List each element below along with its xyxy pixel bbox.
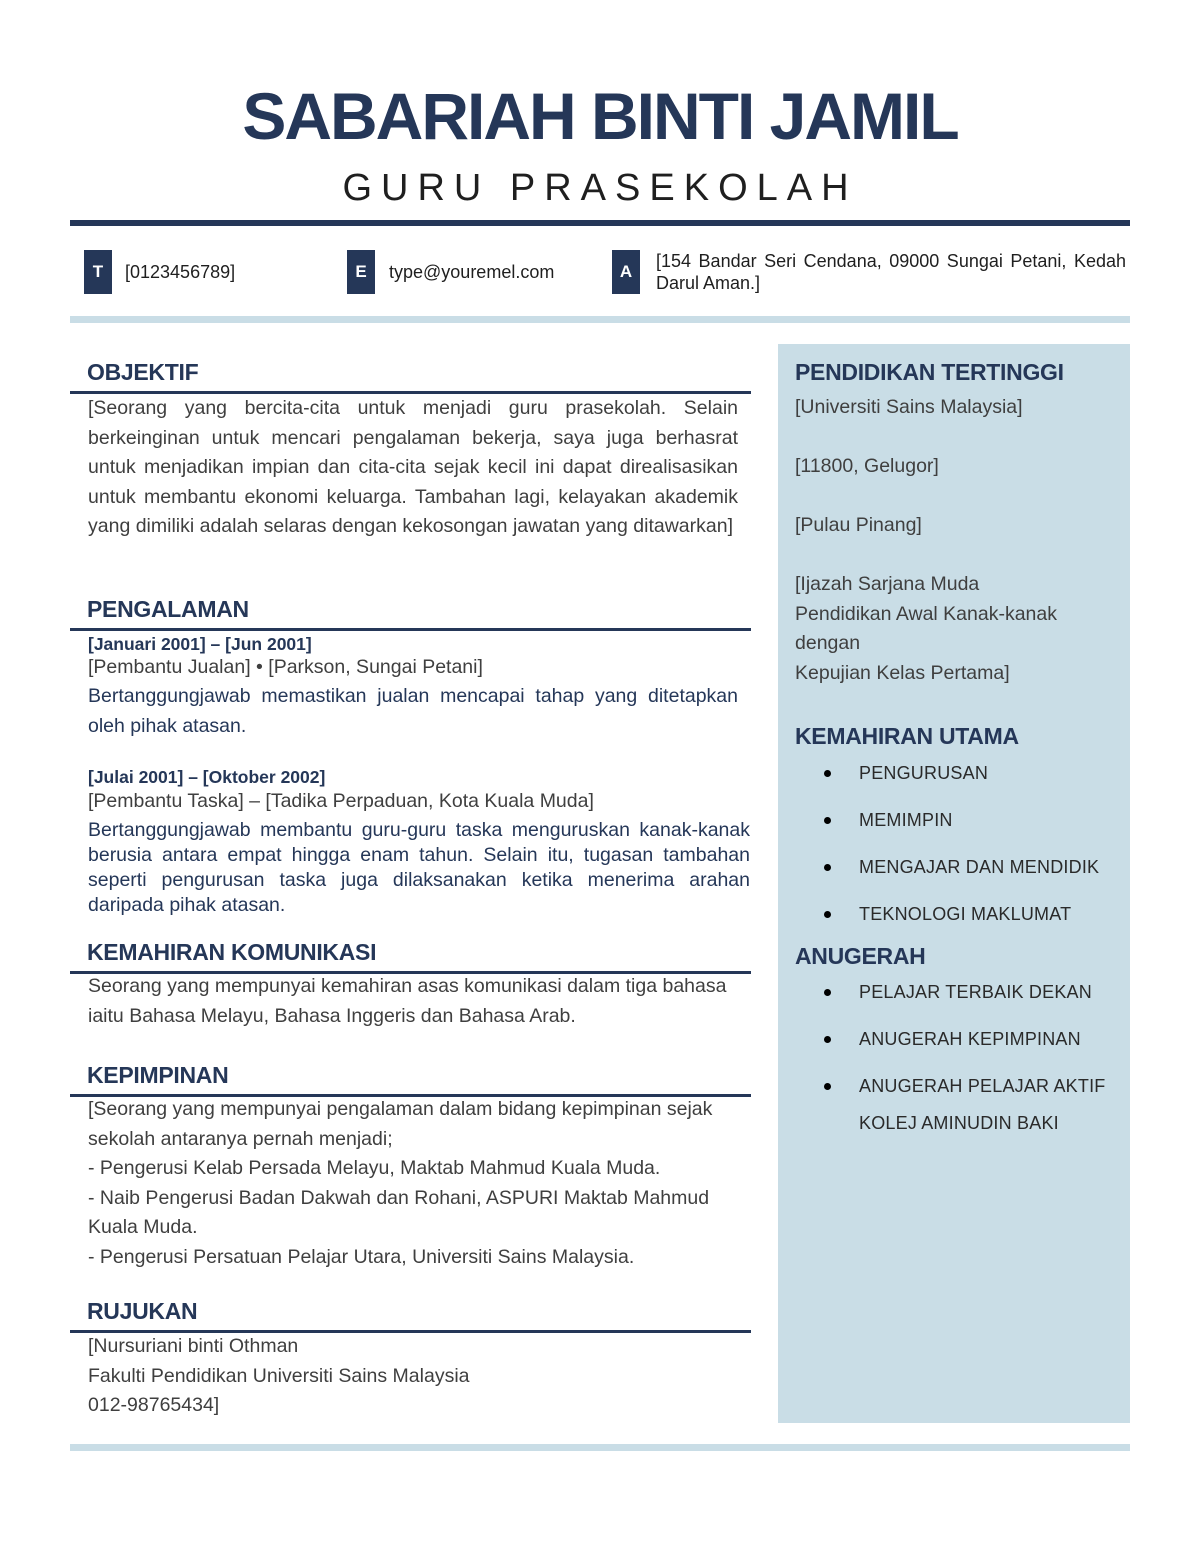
list-item (795, 1021, 1130, 1058)
section-title-kemahiran: KEMAHIRAN UTAMA (795, 723, 1019, 749)
footer-divider (70, 1444, 1130, 1451)
degree-line: dengan (795, 632, 861, 655)
bullet-icon (824, 770, 831, 777)
skill-label: PENGURUSAN (859, 763, 989, 783)
section-rule (70, 628, 751, 631)
communication-text: Seorang yang mempunyai kemahiran asas komunikasi dalam tiga bahasa iaitu Bahasa Melayu, Bahasa Inggeris dan Bahasa Arab. (88, 975, 727, 1027)
skill-label: MENGAJAR DAN MENDIDIK (859, 857, 1100, 877)
job-date: [Januari 2001] – [Jun 2001] (88, 634, 312, 654)
list-item (795, 849, 1130, 886)
objective-text: [Seorang yang bercita-cita untuk menjadi guru prasekolah. Selain berkeinginan untuk mencari pengalaman bekerja, saya juga berhasrat untuk menjadikan impian dan cita-cita sejak kecil ini dapat direalisasikan untuk membantu ekonomi keluarga. Tambahan lagi, kelayakan akademik yang dimiliki adalah selaras dengan kekosongan jawatan yang ditawarkan] (88, 397, 738, 538)
degree-line: Pendidikan Awal Kanak-kanak (795, 602, 1057, 625)
email-address: type@youremel.com (389, 262, 555, 282)
section-title-pendidikan: PENDIDIKAN TERTINGGI (795, 359, 1064, 385)
bullet-icon (824, 989, 831, 996)
reference-text (88, 1332, 738, 1421)
address-icon: A (612, 250, 640, 294)
award-label: ANUGERAH PELAJAR AKTIF KOLEJ AMINUDIN BAKI (859, 1076, 1106, 1133)
reference-line: 012-98765434] (88, 1394, 220, 1417)
leadership-line: - Pengerusi Persatuan Pelajar Utara, Universiti Sains Malaysia. (88, 1245, 635, 1268)
list-item (795, 974, 1130, 1011)
skills-list (795, 755, 1130, 943)
section-title-objektif: OBJEKTIF (87, 359, 199, 385)
section-title-komunikasi: KEMAHIRAN KOMUNIKASI (87, 939, 377, 965)
list-item (795, 896, 1130, 933)
list-item (795, 1068, 1130, 1142)
contact-divider (70, 316, 1130, 323)
education-state: [Pulau Pinang] (795, 514, 922, 536)
bullet-icon (824, 864, 831, 871)
section-title-rujukan: RUJUKAN (87, 1298, 198, 1324)
reference-line: Fakulti Pendidikan Universiti Sains Malaysia (88, 1364, 470, 1387)
header-divider (70, 220, 1130, 226)
section-title-kepimpinan: KEPIMPINAN (87, 1062, 229, 1088)
job-position: [Pembantu Taska] – [Tadika Perpaduan, Kota Kuala Muda] (88, 790, 594, 812)
job-role: GURU PRASEKOLAH (342, 167, 858, 209)
section-title-pengalaman: PENGALAMAN (87, 596, 249, 622)
bullet-icon (824, 1036, 831, 1043)
awards-list (795, 974, 1130, 1152)
degree-line: [Ijazah Sarjana Muda (795, 573, 980, 595)
skill-label: MEMIMPIN (859, 810, 953, 830)
list-item (795, 755, 1130, 792)
bullet-icon (824, 817, 831, 824)
award-label: PELAJAR TERBAIK DEKAN (859, 982, 1092, 1002)
job-description: Bertanggungjawab memastikan jualan mencapai tahap yang ditetapkan oleh pihak atasan. (88, 685, 738, 737)
phone-number: [0123456789] (125, 262, 236, 282)
skill-label: TEKNOLOGI MAKLUMAT (859, 904, 1072, 924)
email-icon: E (347, 250, 375, 294)
phone-icon: T (84, 250, 112, 294)
candidate-name: SABARIAH BINTI JAMIL (242, 79, 958, 153)
bullet-icon (824, 1083, 831, 1090)
degree-line: Kepujian Kelas Pertama] (795, 661, 1010, 684)
section-title-anugerah: ANUGERAH (795, 943, 926, 969)
bullet-icon (824, 911, 831, 918)
job-description: Bertanggungjawab membantu guru-guru taska menguruskan kanak-kanak berusia antara empat hingga enam tahun. Selain itu, tugasan tambahan seperti pengurusan taska juga dilaksanakan ketika menerima arahan daripada pihak atasan. (88, 819, 750, 916)
leadership-line: - Naib Pengerusi Badan Dakwah dan Rohani, ASPURI Maktab Mahmud Kuala Muda. (88, 1186, 710, 1239)
job-position: [Pembantu Jualan] • [Parkson, Sungai Petani] (88, 656, 483, 678)
award-label: ANUGERAH KEPIMPINAN (859, 1029, 1081, 1049)
reference-line: [Nursuriani binti Othman (88, 1335, 299, 1357)
postal-address: [154 Bandar Seri Cendana, 09000 Sungai Petani, Kedah Darul Aman.] (656, 251, 1126, 293)
education-degree (795, 570, 1115, 688)
job-date: [Julai 2001] – [Oktober 2002] (88, 767, 326, 787)
education-postcode: [11800, Gelugor] (795, 455, 939, 477)
list-item (795, 802, 1130, 839)
education-university: [Universiti Sains Malaysia] (795, 396, 1023, 418)
leadership-line: [Seorang yang mempunyai pengalaman dalam bidang kepimpinan sejak sekolah antaranya pernah menjadi; (88, 1098, 713, 1150)
leadership-line: - Pengerusi Kelab Persada Melayu, Maktab Mahmud Kuala Muda. (88, 1157, 661, 1180)
leadership-text (88, 1095, 738, 1273)
